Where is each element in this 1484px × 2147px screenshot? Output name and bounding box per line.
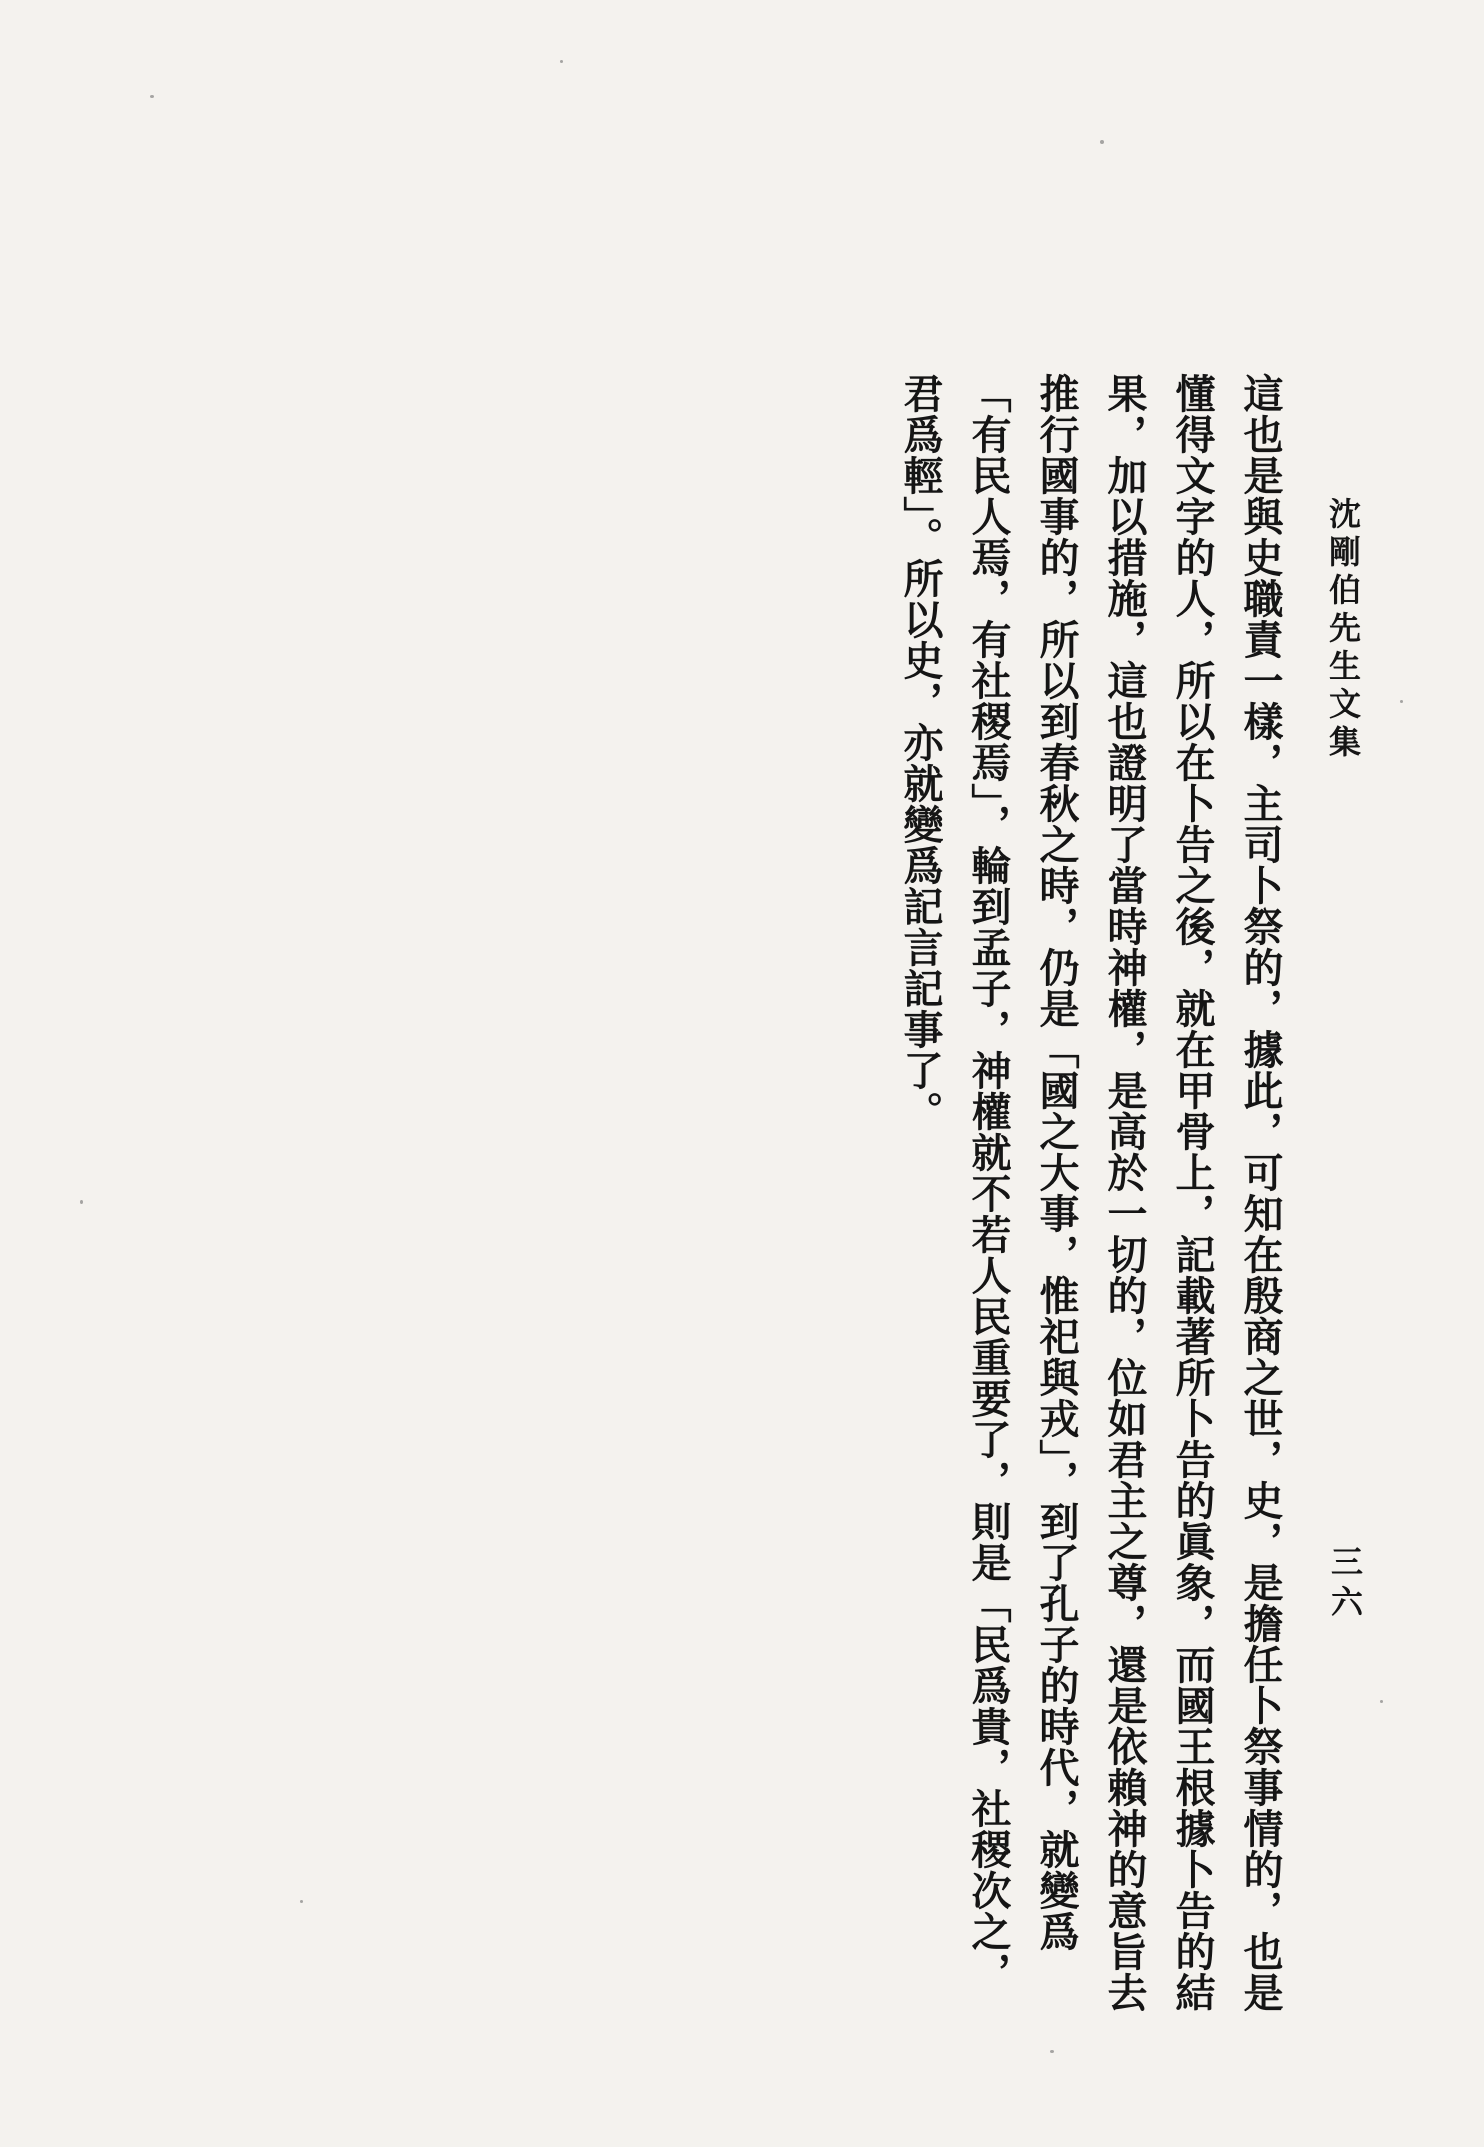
running-header-title: 沈剛伯先生文集 <box>1324 497 1362 763</box>
scan-speck <box>1050 2050 1054 2053</box>
scan-speck <box>150 95 154 98</box>
body-text <box>886 373 1294 2023</box>
scan-speck <box>80 1200 83 1204</box>
page-number: 三六 <box>1326 1545 1364 1625</box>
scan-speck <box>560 60 563 63</box>
scan-speck <box>1400 700 1403 703</box>
scan-speck <box>1380 1700 1383 1703</box>
body-paragraph: 這也是與史職責一樣，主司卜祭的，據此，可知在殷商之世，史，是擔任卜祭事情的，也是懂得文字的人，所以在卜告之後，就在甲骨上，記載著所卜告的眞象，而國王根據卜告的結果，加以措施，這也證明了當時神權，是高於一切的，位如君主之尊，還是依賴神的意旨去推行國事的，所以到春秋之時，仍是「國之大事，惟祀與戎」，到了孔子的時代，就變爲「有民人焉，有社稷焉」，輪到孟子，神權就不若人民重要了，則是「民爲貴，社稷次之，君爲輕」。所以史，亦就變爲記言記事了。 <box>897 373 1284 2013</box>
scan-speck <box>1100 140 1104 144</box>
scan-speck <box>300 1900 303 1903</box>
